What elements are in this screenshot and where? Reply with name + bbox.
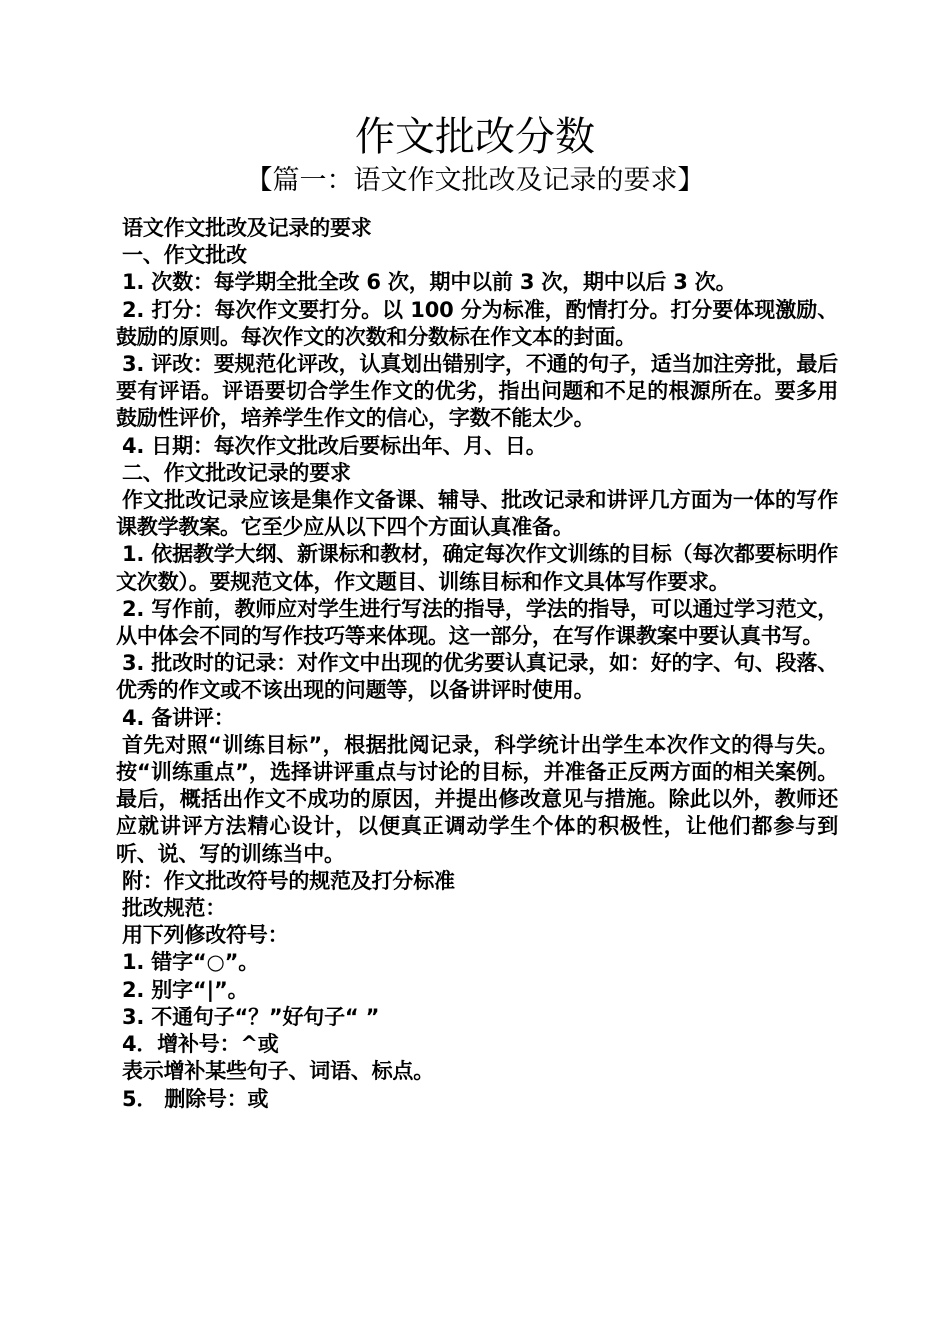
list-item: 2. 别字“|”。 (122, 977, 249, 1002)
paragraph: 4. 备讲评： (122, 705, 235, 730)
paragraph: 用下列修改符号： (122, 923, 289, 948)
section-heading: 二、作文批改记录的要求 (122, 460, 351, 485)
list-item: 5． 删除号：或 (122, 1086, 269, 1111)
list-item: 1. 错字“○”。 (122, 950, 260, 975)
list-item: 4．增补号：^或 (122, 1032, 279, 1057)
paragraph: 3. 评改：要规范化评改，认真划出错别字，不通的句子，适当加注旁批，最后要有评语。评语要切合学生作文的优劣，指出问题和不足的根源所在。要多用鼓励性评价，培养学生作文的信心，字数不能太少。 (116, 352, 838, 431)
section-heading: 一、作文批改 (122, 243, 247, 268)
list-item: 3. 不通句子“？”好句子“ ” (122, 1004, 380, 1029)
document-subtitle: 【篇一：语文作文批改及记录的要求】 (245, 165, 705, 196)
section-heading: 附：作文批改符号的规范及打分标准 (122, 868, 455, 893)
paragraph: 作文批改记录应该是集作文备课、辅导、批改记录和讲评几方面为一体的写作课教学教案。它至少应从以下四个方面认真准备。 (116, 488, 838, 540)
paragraph: 首先对照“训练目标”，根据批阅记录，科学统计出学生本次作文的得与失。按“训练重点”，选择讲评重点与讨论的目标，并准备正反两方面的相关案例。最后，概括出作文不成功的原因，并提出修改意见与措施。除此以外，教师还应就讲评方法精心设计，以便真正调动学生个体的积极性，让他们都参与到听、说、写的训练当中。 (116, 732, 838, 866)
paragraph: 4. 日期：每次作文批改后要标出年、月、日。 (122, 433, 547, 458)
paragraph: 批改规范： (122, 896, 226, 921)
paragraph: 2. 写作前，教师应对学生进行写法的指导，学法的指导，可以通过学习范文，从中体会不同的写作技巧等来体现。这一部分，在写作课教案中要认真书写。 (116, 596, 838, 649)
document-title: 作文批改分数 (355, 114, 595, 160)
document-body (116, 215, 838, 1113)
paragraph: 2. 打分：每次作文要打分。以 100 分为标准，酌情打分。打分要体现激励、鼓励的原则。每次作文的次数和分数标在作文本的封面。 (116, 297, 838, 349)
paragraph: 表示增补某些句子、词语、标点。 (122, 1059, 434, 1084)
paragraph: 1. 依据教学大纲、新课标和教材，确定每次作文训练的目标（每次都要标明作文次数）。要规范文体，作文题目、训练目标和作文具体写作要求。 (116, 542, 838, 594)
paragraph: 3. 批改时的记录：对作文中出现的优劣要认真记录，如：好的字、句、段落、优秀的作文或不该出现的问题等，以备讲评时使用。 (116, 651, 838, 703)
section-heading: 语文作文批改及记录的要求 (122, 216, 372, 240)
paragraph: 1. 次数：每学期全批全改 6 次，期中以前 3 次，期中以后 3 次。 (122, 270, 737, 295)
